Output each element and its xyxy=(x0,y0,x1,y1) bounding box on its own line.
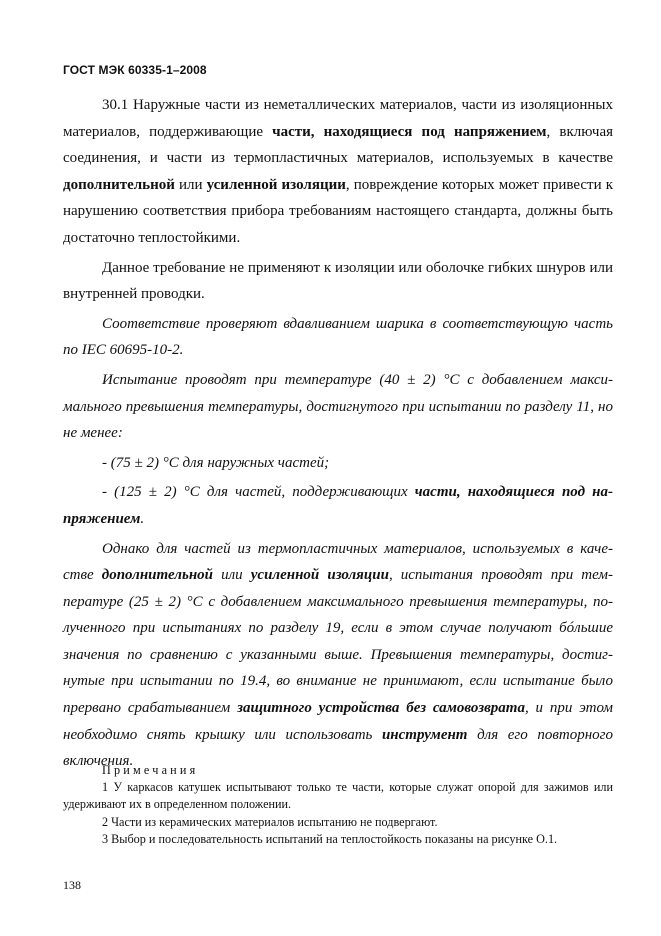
defined-term: части, находящиеся под напряжением xyxy=(63,484,614,527)
defined-term: усиленной изоляции xyxy=(250,567,389,584)
text-run: . xyxy=(140,510,145,527)
text-run: или xyxy=(213,567,251,584)
defined-term: части, находящиеся под напряжением xyxy=(272,123,547,140)
defined-term: инструмент xyxy=(381,726,468,743)
text-run: , повреждение которых может привести к нарушению соответствия прибора требованиям настоящего стандарта, должны быть достаточно теплостойкими. xyxy=(63,176,613,246)
page-number: 138 xyxy=(63,878,81,892)
document-header: ГОСТ МЭК 60335-1–2008 xyxy=(63,63,207,77)
note-1: 1 У каркасов катушек испытывают только те части, которые служат опорой для зажимов или удерживают их в определенном положении. xyxy=(63,780,613,812)
defined-term: дополнительной xyxy=(101,567,214,584)
paragraph-compliance: Соответствие проверяют вдавливанием шарика в соответствующую часть по IEC 60695-10-2. xyxy=(63,315,613,359)
list-item-live-parts xyxy=(63,479,613,532)
defined-term: усиленной изоляции xyxy=(206,176,346,193)
text-run: для его повторного включения. xyxy=(63,726,614,770)
text-run: , включая соединения, и части из термопластичных материалов, используемых в качестве xyxy=(63,123,614,167)
paragraph-test-conditions: Испытание проводят при температуре (40 ± 2) °С с добавлением максимального превышения температуры, достигнутого при испытании по разделу 11, но не менее: xyxy=(63,371,613,442)
document-body xyxy=(63,92,613,778)
notes-section xyxy=(63,762,613,848)
text-run: - (125 ± 2) °С для частей, поддерживающих xyxy=(102,484,415,501)
text-run: , испытания проводят при температуре (25 ± 2) °С с добавлением максимального превышения температуры, полученного при испытаниях по разделу 19, если в этом случае получают бóльшие значения по сравнению с указанными выше. Превышения температуры, достигнутые при испытании по 19.4, во внимание не принимают, если испытание было прервано срабатыванием xyxy=(63,567,613,717)
paragraph-30-1 xyxy=(63,92,613,252)
paragraph-thermoplastic xyxy=(63,536,613,775)
notes-title: Примечания xyxy=(102,763,199,777)
text-run: , и при этом необходимо снять крышку или использовать xyxy=(63,700,613,743)
defined-term: дополнительной xyxy=(63,176,175,193)
note-3: 3 Выбор и последовательность испытаний на теплостойкость показаны на рисунке О.1. xyxy=(102,831,558,846)
text-run: 30.1 Наружные части из неметаллических материалов, части из изоляционных материалов, поддерживающие xyxy=(63,97,613,140)
text-run: или xyxy=(174,176,207,193)
defined-term: защитного устройства без самовозврата xyxy=(237,700,525,717)
list-item-external-parts: - (75 ± 2) °С для наружных частей; xyxy=(102,454,330,471)
note-2: 2 Части из керамических материалов испытанию не подвергают. xyxy=(102,814,438,829)
text-run: Однако для частей из термопластичных материалов, используемых в качестве xyxy=(63,540,613,584)
paragraph-exception: Данное требование не применяют к изоляции или оболочке гибких шнуров или внутренней проводки. xyxy=(63,259,613,303)
